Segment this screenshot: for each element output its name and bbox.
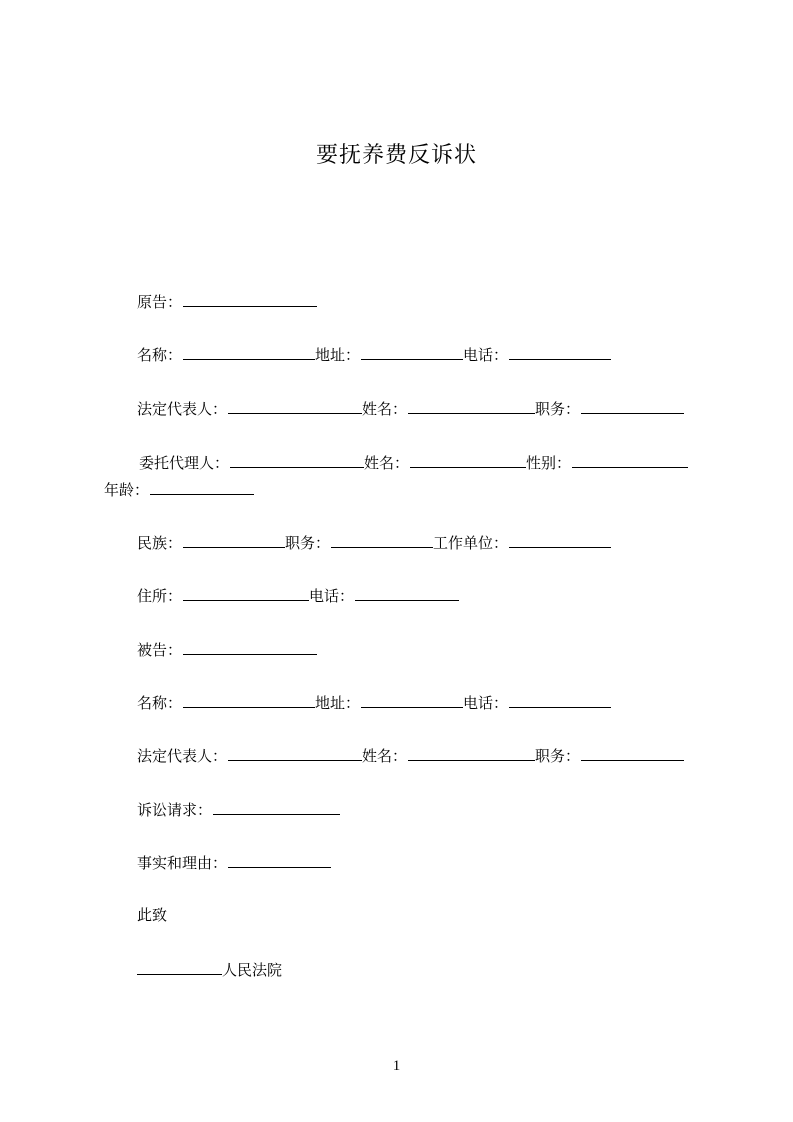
defendant-legal-rep-blank[interactable] [228,745,362,761]
plaintiff-phone-label: 电话： [463,346,509,364]
defendant-phone-blank[interactable] [509,692,611,708]
claims-request-label: 诉讼请求： [137,801,213,819]
plaintiff-gender-label: 性别： [526,454,572,472]
plaintiff-age-label: 年龄： [104,481,150,499]
defendant-address-label: 地址： [315,694,361,712]
plaintiff-residence-phone-blank[interactable] [355,585,459,601]
plaintiff-age-line [104,479,254,500]
plaintiff-phone-blank[interactable] [509,344,611,360]
defendant-position-label: 职务： [535,747,581,765]
defendant-address-blank[interactable] [361,692,463,708]
plaintiff-ethnicity-label: 民族： [137,534,183,552]
defendant-name-line [137,692,611,713]
plaintiff-agent-name-label: 姓名： [364,454,410,472]
claims-request-line [137,799,340,820]
plaintiff-ethnicity-blank[interactable] [183,532,285,548]
plaintiff-ethnicity-line [137,532,611,553]
plaintiff-agent-label: 委托代理人： [139,454,230,472]
plaintiff-address-blank[interactable] [361,344,463,360]
claims-request-blank[interactable] [213,799,340,815]
defendant-surname-label: 姓名： [362,747,408,765]
plaintiff-agent-line [139,452,688,473]
plaintiff-label: 原告： [137,293,183,311]
defendant-line [137,639,317,660]
defendant-surname-blank[interactable] [408,745,535,761]
plaintiff-agent-blank[interactable] [230,452,364,468]
plaintiff-residence-blank[interactable] [183,585,309,601]
plaintiff-age-blank[interactable] [150,479,254,495]
defendant-position-blank[interactable] [581,745,684,761]
defendant-label: 被告： [137,641,183,659]
plaintiff-employer-label: 工作单位： [433,534,509,552]
plaintiff-legal-rep-blank[interactable] [228,398,362,414]
plaintiff-position-blank[interactable] [581,398,684,414]
plaintiff-name-line [137,344,611,365]
plaintiff-residence-line [137,585,459,606]
closing-line [137,905,167,925]
defendant-blank[interactable] [183,639,317,655]
plaintiff-residence-phone-label: 电话： [309,587,355,605]
plaintiff-name-blank[interactable] [183,344,315,360]
defendant-legal-rep-label: 法定代表人： [137,747,228,765]
plaintiff-residence-label: 住所： [137,587,183,605]
plaintiff-blank[interactable] [183,291,317,307]
plaintiff-employer-blank[interactable] [509,532,611,548]
plaintiff-legal-rep-label: 法定代表人： [137,400,228,418]
court-line [137,959,282,980]
defendant-legal-rep-line [137,745,684,766]
plaintiff-gender-blank[interactable] [572,452,688,468]
plaintiff-surname-blank[interactable] [408,398,535,414]
plaintiff-duty-blank[interactable] [331,532,433,548]
court-suffix: 人民法院 [222,961,283,979]
defendant-phone-label: 电话： [463,694,509,712]
plaintiff-address-label: 地址： [315,346,361,364]
defendant-name-blank[interactable] [183,692,315,708]
defendant-name-label: 名称： [137,694,183,712]
plaintiff-surname-label: 姓名： [362,400,408,418]
plaintiff-legal-rep-line [137,398,684,419]
court-name-blank[interactable] [137,959,222,975]
closing-text: 此致 [137,906,168,924]
plaintiff-duty-label: 职务： [285,534,331,552]
plaintiff-name-label: 名称： [137,346,183,364]
plaintiff-line [137,291,317,312]
claims-facts-line [137,852,331,873]
plaintiff-position-label: 职务： [535,400,581,418]
claims-facts-blank[interactable] [228,852,331,868]
page-number: 1 [392,1058,401,1074]
page-title: 要抚养费反诉状 [315,143,477,168]
claims-facts-label: 事实和理由： [137,854,228,872]
plaintiff-agent-name-blank[interactable] [410,452,526,468]
